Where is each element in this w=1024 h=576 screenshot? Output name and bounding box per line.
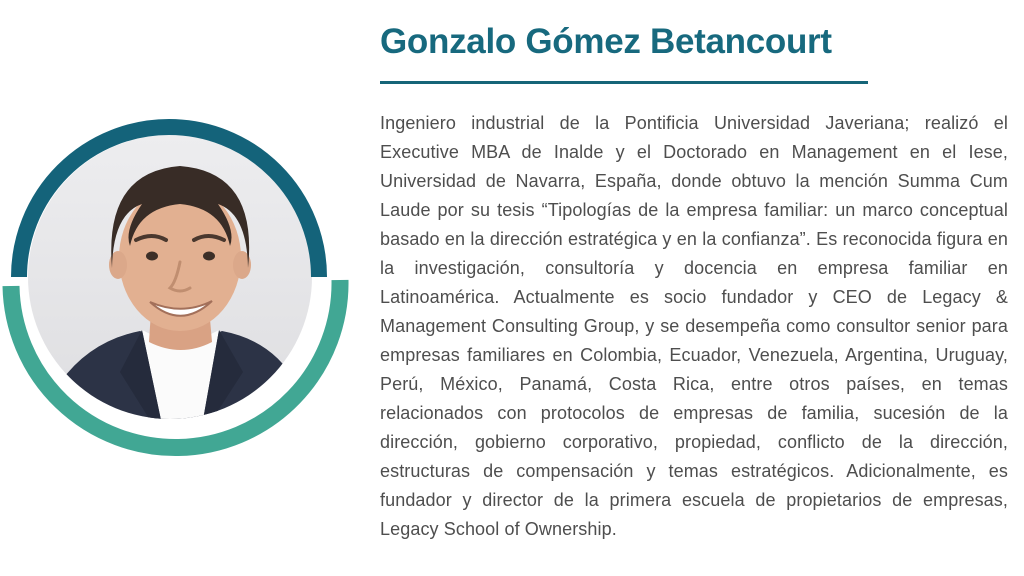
profile-name: Gonzalo Gómez Betancourt xyxy=(380,22,832,61)
portrait-graphic xyxy=(0,0,370,480)
portrait-image xyxy=(28,135,312,420)
portrait-photo xyxy=(0,0,370,480)
title-underline-divider xyxy=(380,81,868,84)
profile-bio: Ingeniero industrial de la Pontificia Universidad Javeriana; realizó el Executive MBA de Inalde y el Doctorado en Management en el Iese, Universidad de Navarra, España, donde obtuvo la mención Summa Cum Laude por su tesis “Tipologías de la empresa familiar: un marco conceptual basado en la dirección estratégica y en la confianza”. Es reconocida figura en la investigación, consultoría y docencia en empresa familiar en Latinoamérica. Actualmente es socio fundador y CEO de Legacy & Management Consulting Group, y se desempeña como consultor senior para empresas familiares en Colombia, Ecuador, Venezuela, Argentina, Uruguay, Perú, México, Panamá, Costa Rica, entre otros países, en temas relacionados con protocolos de empresas de familia, sucesión de la dirección, gobierno corporativo, propiedad, conflicto de la dirección, estructuras de compensación y temas estratégicos. Adicionalmente, es fundador y director de la primera escuela de propietarios de empresas, Legacy School of Ownership. xyxy=(380,113,1008,539)
